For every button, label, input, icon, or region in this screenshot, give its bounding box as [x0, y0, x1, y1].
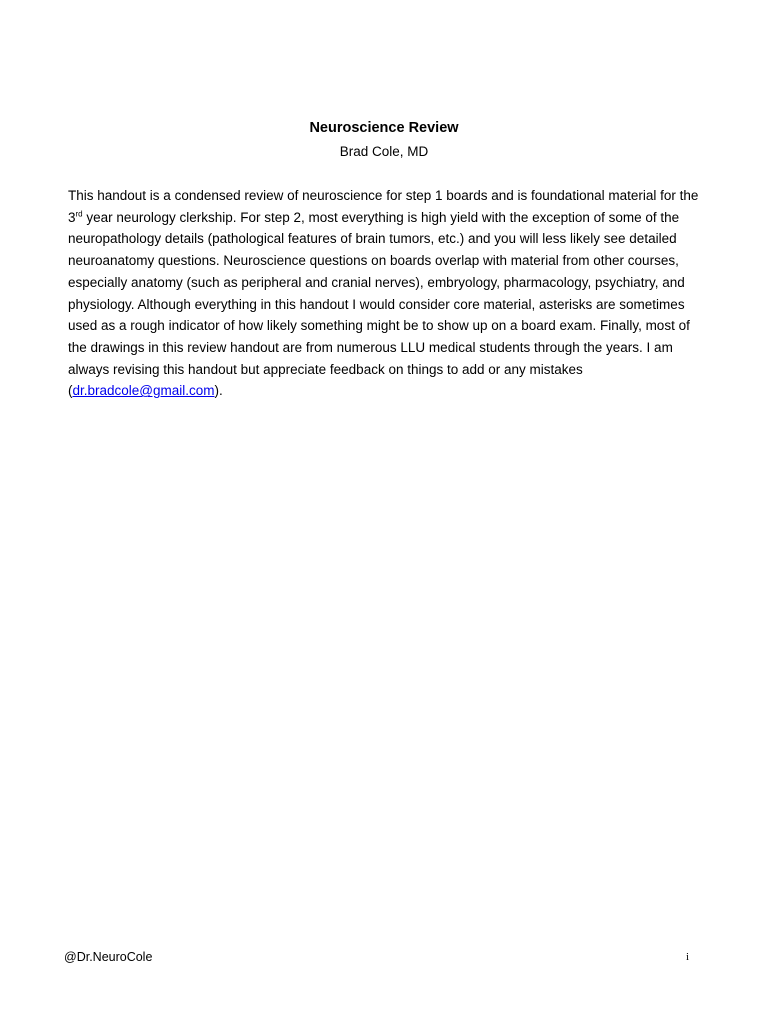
- document-title: Neuroscience Review: [309, 120, 459, 136]
- page-number: i: [686, 951, 690, 963]
- footer-handle: @Dr.NeuroCole: [64, 950, 153, 964]
- intro-paragraph: [68, 185, 700, 402]
- document-author: Brad Cole, MD: [339, 144, 429, 159]
- email-link[interactable]: dr.bradcole@gmail.com: [72, 383, 215, 399]
- paragraph-text-part2: year neurology clerkship. For step 2, most everything is high yield with the exception of some of the neuropathology details (pathological features of brain tumors, etc.) and you will less likely see detailed neuroanatomy questions. Neuroscience questions on boards overlap with material from other courses, especially anatomy (such as peripheral and cranial nerves), embryology, pharmacology, psychiatry, and physiology. Although everything in this handout I would consider core material, asterisks are sometimes used as a rough indicator of how likely something might be to show up on a board exam. Finally, most of the drawings in this review handout are from numerous LLU medical students through the years. I am always revising this handout but appreciate feedback on things to add or any mistakes (: [68, 209, 690, 399]
- ordinal-superscript: rd: [75, 209, 83, 219]
- paragraph-text-part1: This handout is a condensed review of neuroscience for step 1 boards and is foundational material for the 3: [68, 188, 699, 225]
- paragraph-text-part3: ).: [214, 383, 223, 399]
